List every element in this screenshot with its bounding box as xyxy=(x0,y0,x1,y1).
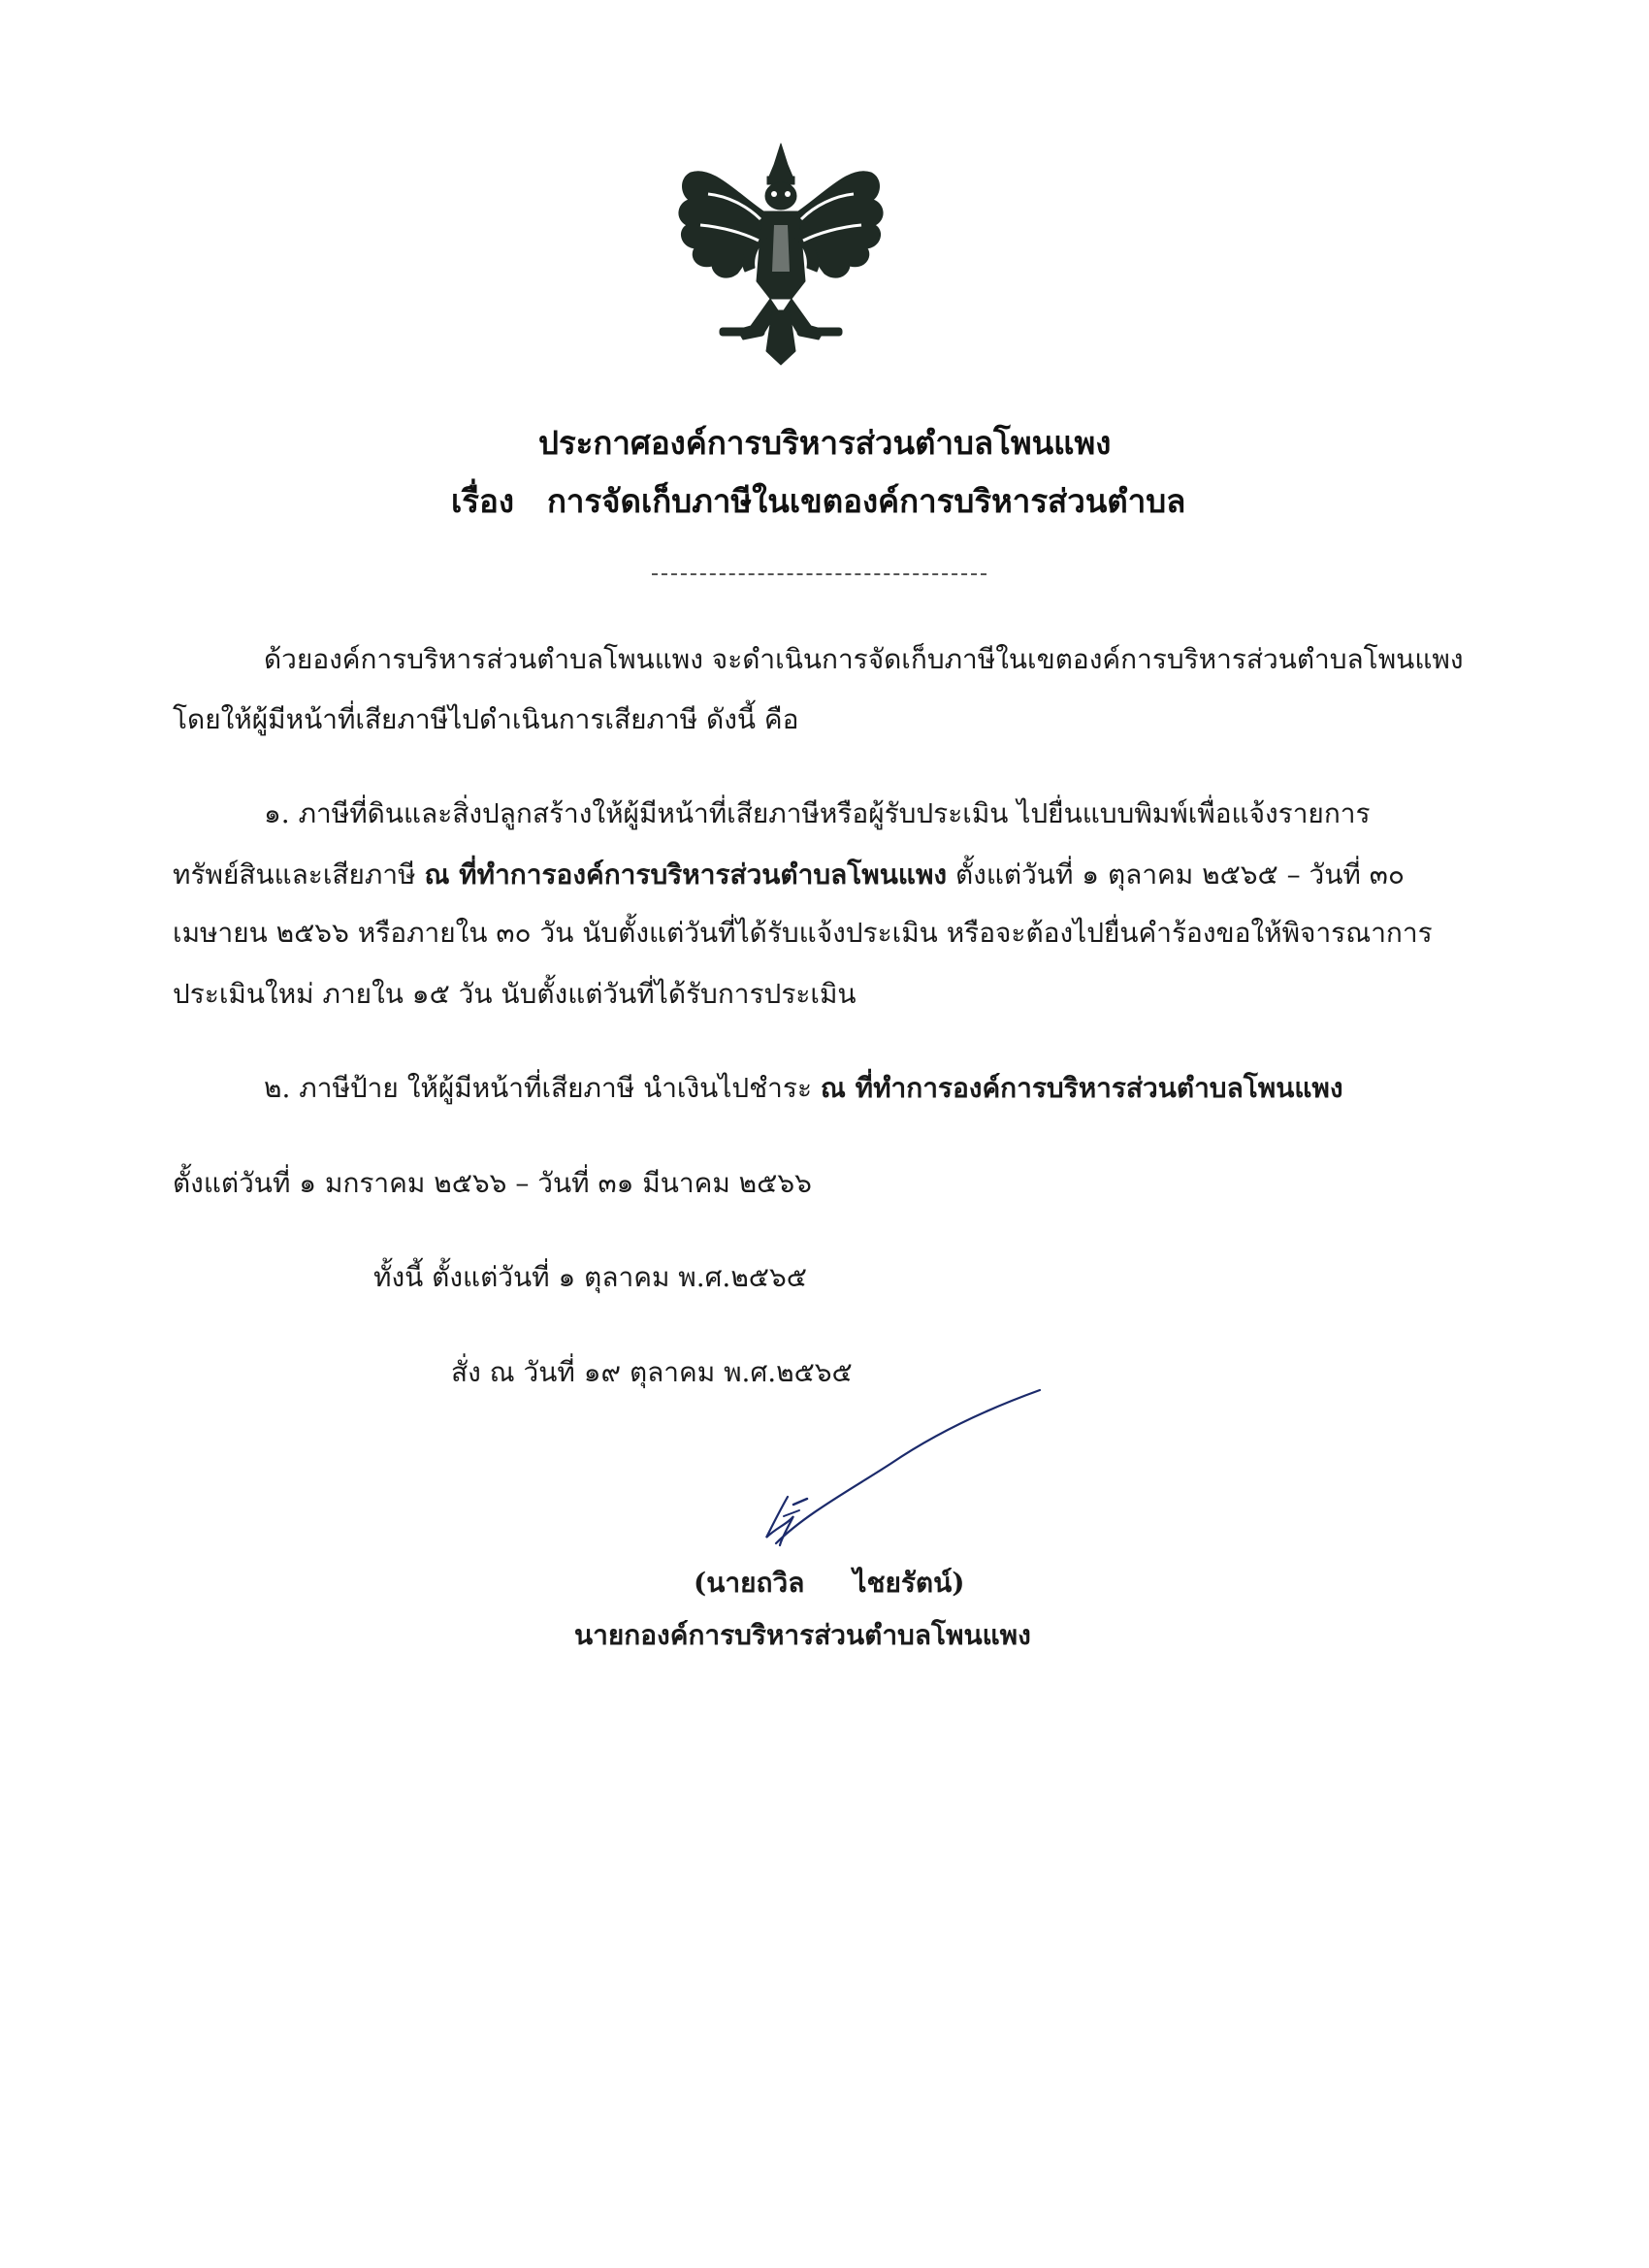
subject-text: การจัดเก็บภาษีในเขตองค์การบริหารส่วนตำบล xyxy=(546,482,1186,520)
header-divider xyxy=(652,573,986,575)
item1-line-4: ประเมินใหม่ ภายใน ๑๕ วัน นับตั้งแต่วันที่ได้รับการประเมิน xyxy=(173,978,857,1010)
effective-date: ทั้งนี้ ตั้งแต่วันที่ ๑ ตุลาคม พ.ศ.๒๕๖๕ xyxy=(373,1261,807,1293)
ordered-date: สั่ง ณ วันที่ ๑๙ ตุลาคม พ.ศ.๒๕๖๕ xyxy=(451,1356,853,1388)
signatory-position: นายกองค์การบริหารส่วนตำบลโพนแพง xyxy=(574,1619,1031,1651)
garuda-emblem-icon xyxy=(669,136,892,369)
item2-line-1 xyxy=(264,1067,1343,1110)
item1-line-2-prefix: ทรัพย์สินและเสียภาษี xyxy=(173,859,425,891)
intro-line-2: โดยให้ผู้มีหน้าที่เสียภาษีไปดำเนินการเสียภาษี ดังนี้ คือ xyxy=(173,703,799,735)
item1-line-2 xyxy=(173,854,1405,896)
signatory-name xyxy=(694,1562,964,1604)
announcement-title: ประกาศองค์การบริหารส่วนตำบลโพนแพง xyxy=(538,424,1112,462)
announcement-subject xyxy=(451,475,1185,527)
item1-line-3: เมษายน ๒๕๖๖ หรือภายใน ๓๐ วัน นับตั้งแต่วันที่ได้รับแจ้งประเมิน หรือจะต้องไปยื่นคำร้องขอให้พิจารณาการ xyxy=(173,917,1433,949)
item1-location: ณ ที่ทำการองค์การบริหารส่วนตำบลโพนแพง xyxy=(424,859,948,891)
item1-line-1: ๑. ภาษีที่ดินและสิ่งปลูกสร้างให้ผู้มีหน้าที่เสียภาษีหรือผู้รับประเมิน ไปยื่นแบบพิมพ์เพื่อแจ้งรายการ xyxy=(264,797,1371,829)
handwritten-signature xyxy=(737,1382,1057,1552)
signatory-first-name: (นายถวิล xyxy=(694,1567,805,1599)
item2-line-2: ตั้งแต่วันที่ ๑ มกราคม ๒๕๖๖ – วันที่ ๓๑ มีนาคม ๒๕๖๖ xyxy=(173,1167,812,1199)
subject-label: เรื่อง xyxy=(451,482,514,520)
intro-line-1: ด้วยองค์การบริหารส่วนตำบลโพนแพง จะดำเนินการจัดเก็บภาษีในเขตองค์การบริหารส่วนตำบลโพนแพง xyxy=(264,643,1464,675)
item2-line-1-prefix: ๒. ภาษีป้าย ให้ผู้มีหน้าที่เสียภาษี นำเงินไปชำระ xyxy=(264,1072,821,1104)
signatory-last-name: ไชยรัตน์) xyxy=(853,1567,965,1599)
item1-line-2-suffix: ตั้งแต่วันที่ ๑ ตุลาคม ๒๕๖๕ – วันที่ ๓๐ xyxy=(947,859,1405,891)
item2-location: ณ ที่ทำการองค์การบริหารส่วนตำบลโพนแพง xyxy=(820,1072,1343,1104)
